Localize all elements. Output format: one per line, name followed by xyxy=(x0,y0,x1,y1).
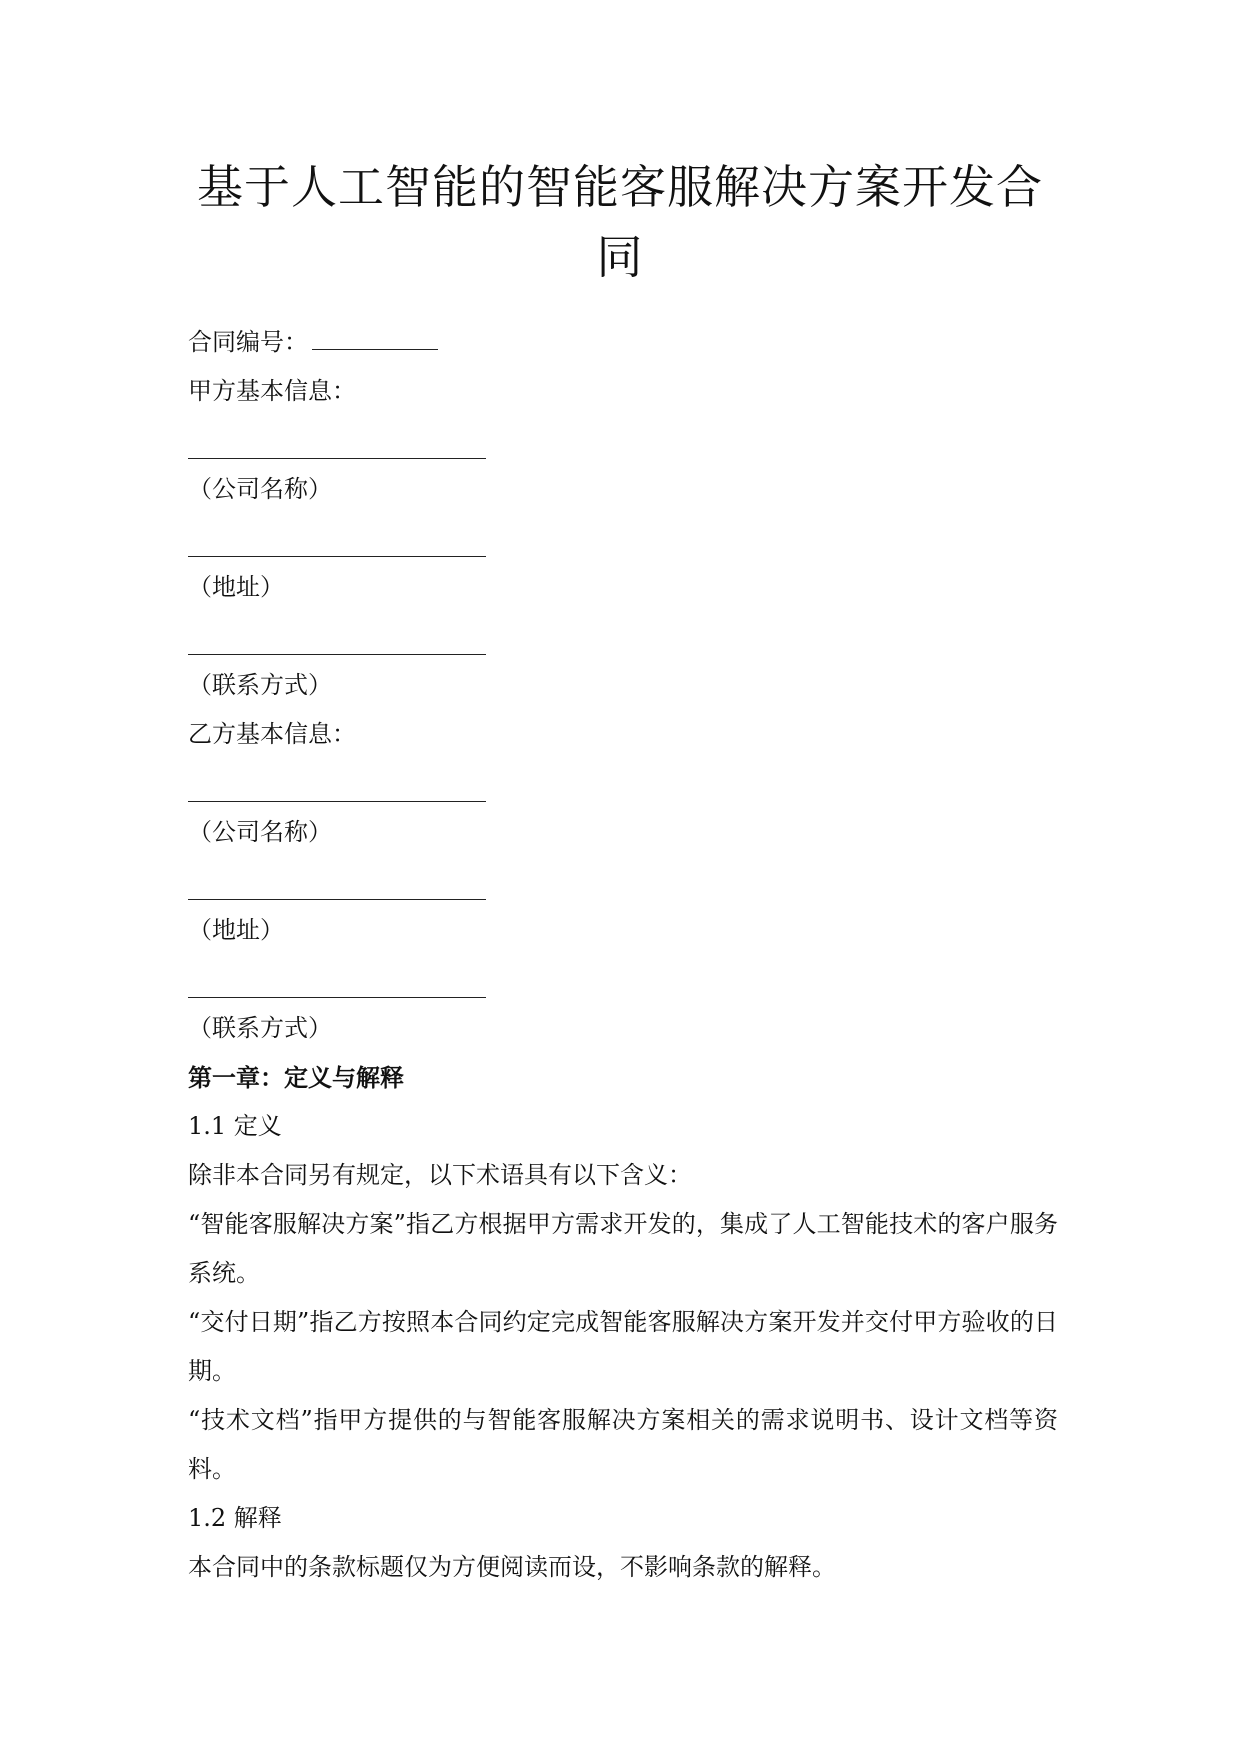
party-a-heading: 甲方基本信息： xyxy=(188,377,356,405)
party-a-contact-label: （联系方式） xyxy=(188,671,332,699)
document-body xyxy=(188,318,1058,1592)
section-1-1-intro: 除非本合同另有规定，以下术语具有以下含义： xyxy=(188,1161,692,1189)
party-a-company-blank xyxy=(188,416,1058,465)
section-1-2-heading: 1.2 解释 xyxy=(188,1504,282,1532)
party-a-address-label: （地址） xyxy=(188,573,284,601)
party-a-company-label: （公司名称） xyxy=(188,475,332,503)
party-b-contact-label: （联系方式） xyxy=(188,1014,332,1042)
party-a-contact-blank xyxy=(188,612,1058,661)
contract-number-blank xyxy=(312,327,438,350)
contract-number-label: 合同编号： xyxy=(188,328,308,356)
contract-number-row xyxy=(188,318,1058,367)
definition-solution: “智能客服解决方案”指乙方根据甲方需求开发的，集成了人工智能技术的客户服务系统。 xyxy=(188,1210,1058,1287)
section-1-2-text: 本合同中的条款标题仅为方便阅读而设，不影响条款的解释。 xyxy=(188,1553,836,1581)
party-b-address-blank xyxy=(188,857,1058,906)
definition-delivery-date: “交付日期”指乙方按照本合同约定完成智能客服解决方案开发并交付甲方验收的日期。 xyxy=(188,1308,1058,1385)
party-b-contact-blank xyxy=(188,955,1058,1004)
party-b-company-label: （公司名称） xyxy=(188,818,332,846)
party-a-address-blank xyxy=(188,514,1058,563)
document-title: 基于人工智能的智能客服解决方案开发合同 xyxy=(197,160,1043,284)
definition-technical-docs: “技术文档”指甲方提供的与智能客服解决方案相关的需求说明书、设计文档等资料。 xyxy=(188,1406,1058,1483)
chapter-1-heading: 第一章：定义与解释 xyxy=(188,1063,404,1092)
party-b-heading: 乙方基本信息： xyxy=(188,720,356,748)
party-b-company-blank xyxy=(188,759,1058,808)
party-b-address-label: （地址） xyxy=(188,916,284,944)
section-1-1-heading: 1.1 定义 xyxy=(188,1112,282,1140)
